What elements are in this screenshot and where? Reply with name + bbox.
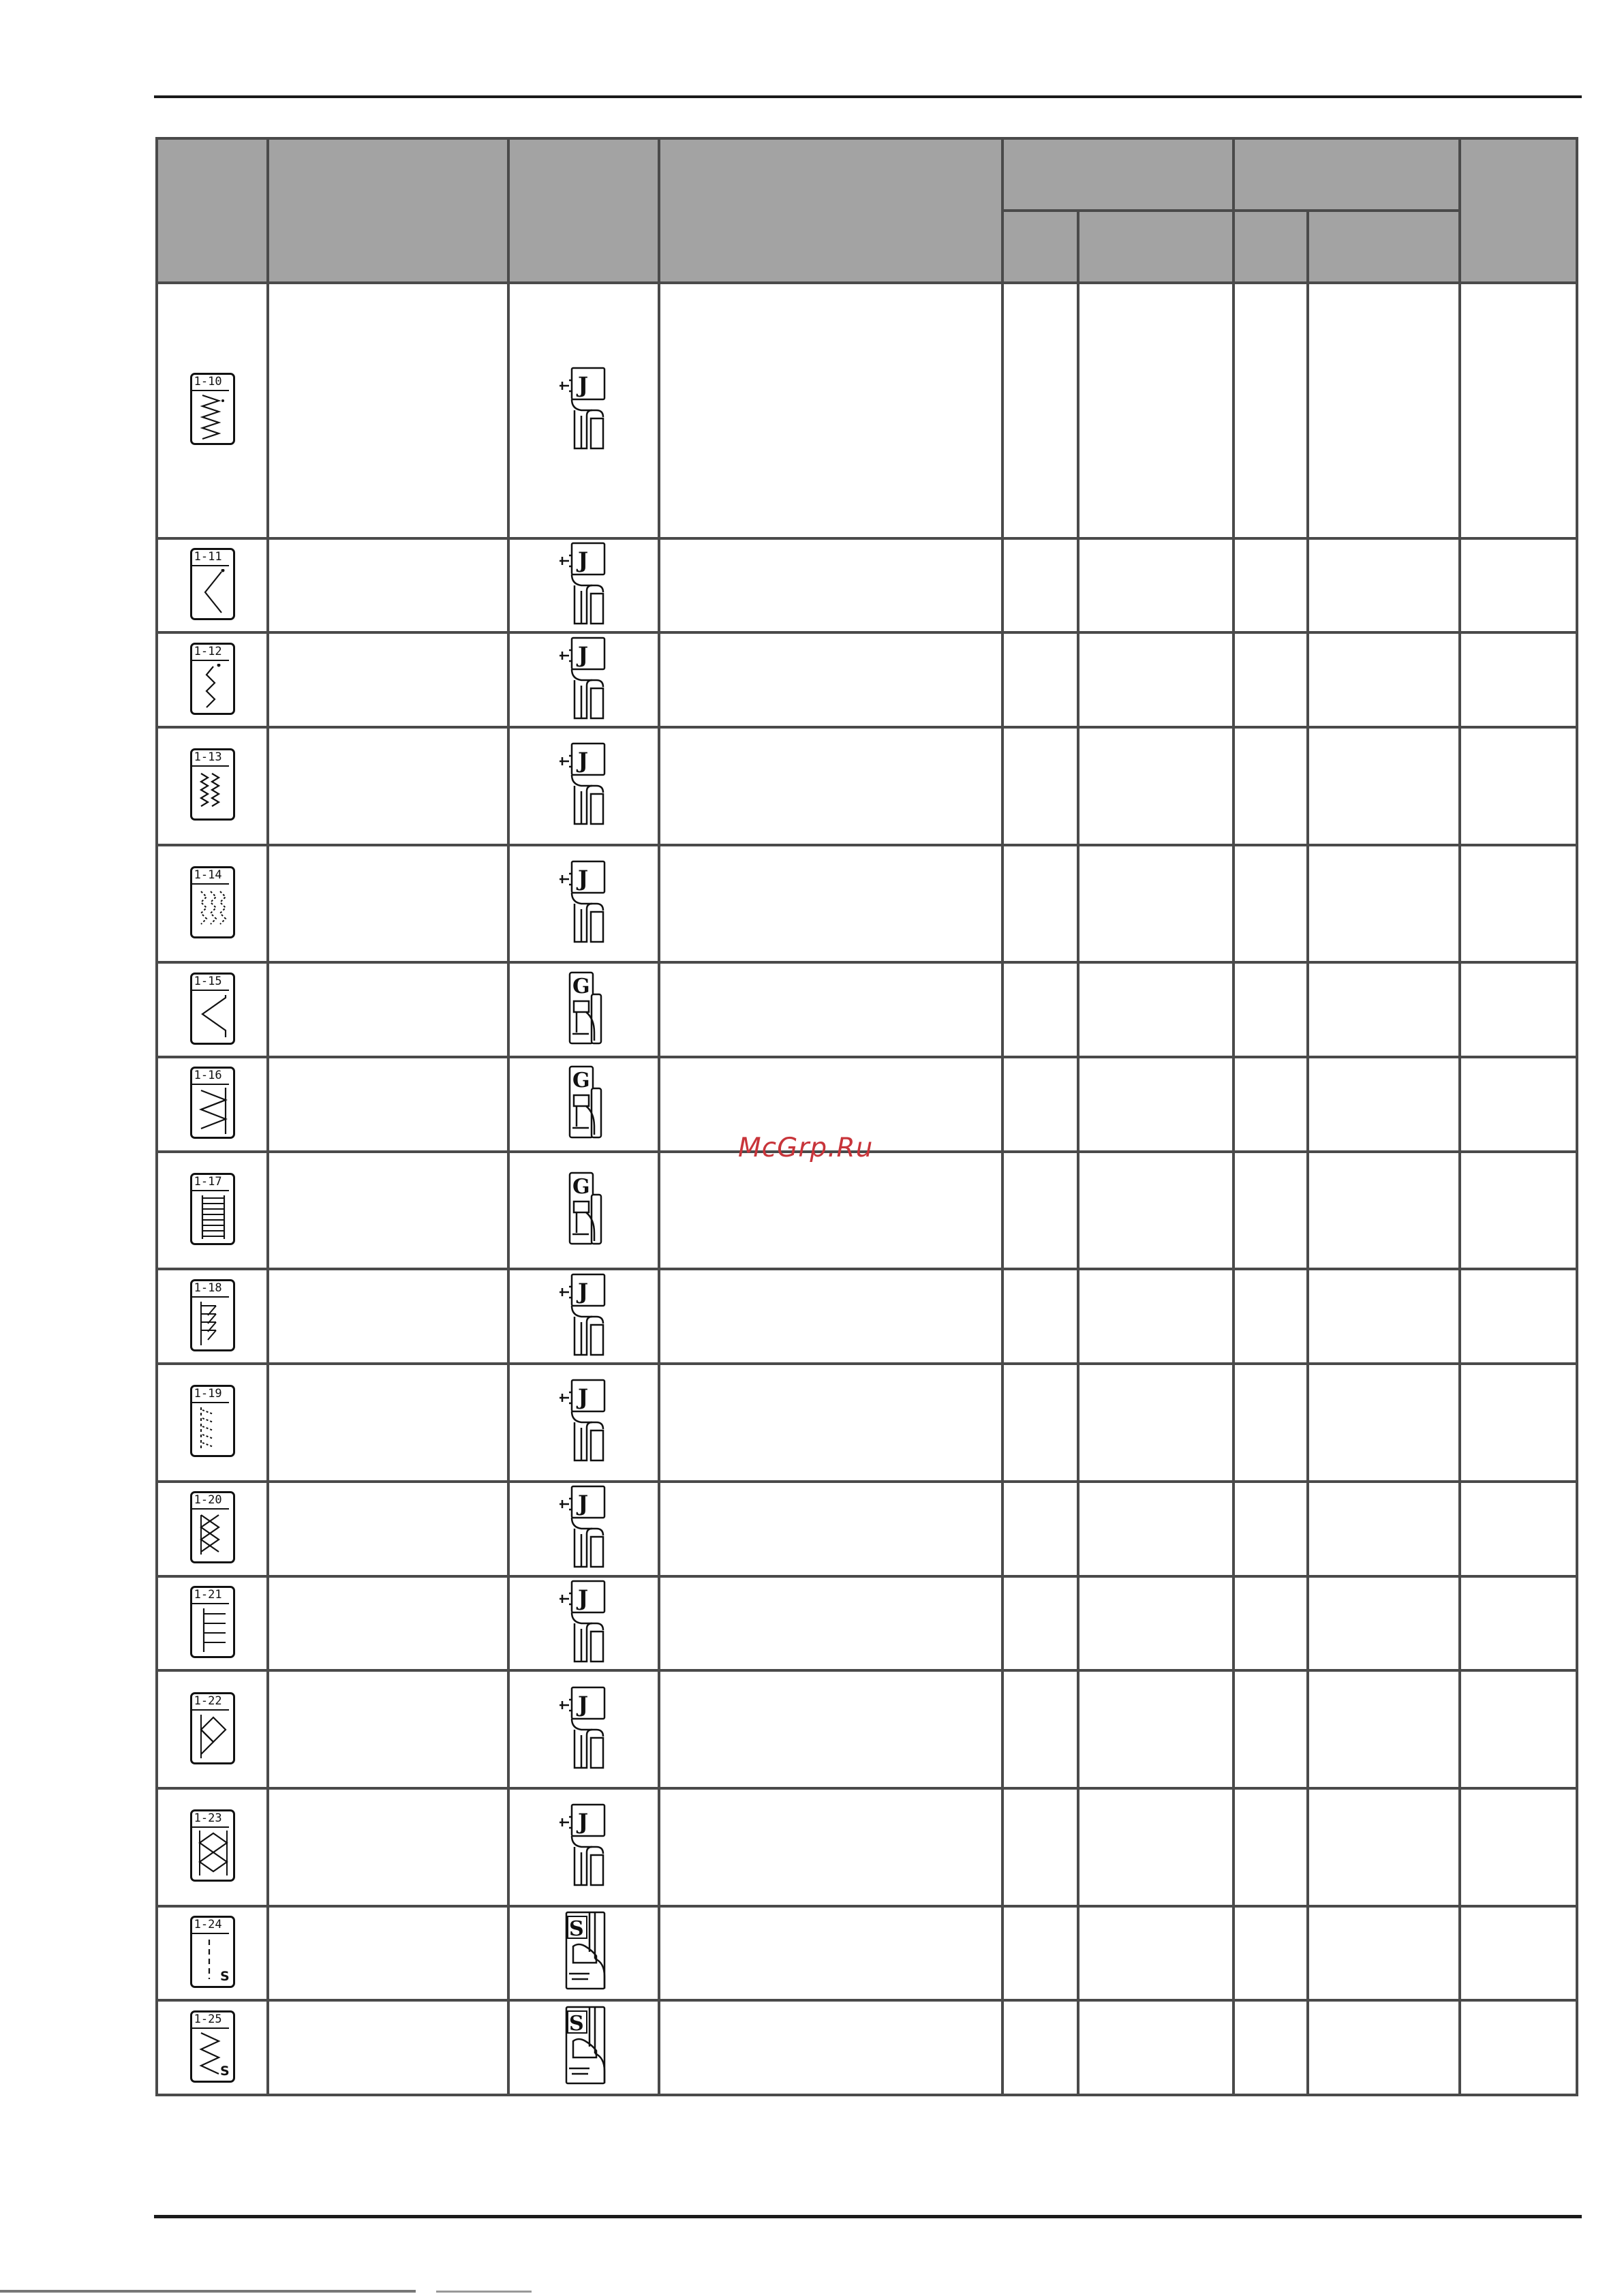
stitch-number: 1-23 — [194, 1811, 222, 1826]
length-auto-cell — [1234, 632, 1308, 727]
extra-cell — [1460, 845, 1577, 963]
application-cell — [659, 1269, 1002, 1364]
presser-foot-cell — [508, 1482, 659, 1576]
dashed-straight-stitch-icon — [190, 1916, 235, 1988]
header-group-b — [1234, 138, 1460, 211]
stitch-number: 1-10 — [194, 375, 222, 389]
dotted-tricot-stitch-icon — [190, 866, 235, 938]
table-row — [157, 283, 1577, 538]
extra-cell — [1460, 1269, 1577, 1364]
stitch-number: 1-14 — [194, 868, 222, 883]
stitch-number: 1-11 — [194, 550, 222, 564]
cross-stitch-stitch-icon — [190, 1491, 235, 1563]
header-b-auto — [1234, 211, 1308, 283]
svg-text:J: J — [577, 547, 588, 573]
overcast-double-stitch-icon — [190, 1067, 235, 1139]
width-auto-cell — [1002, 1057, 1078, 1152]
top-rule — [154, 95, 1582, 98]
stitch-suffix: S — [219, 1968, 230, 1984]
width-manual-cell — [1078, 1906, 1234, 2001]
width-manual-cell — [1078, 1269, 1234, 1364]
header-a-auto — [1002, 211, 1078, 283]
presser-foot-j-icon — [557, 1379, 611, 1466]
header-last — [1460, 138, 1577, 283]
width-auto-cell — [1002, 632, 1078, 727]
length-manual-cell — [1308, 727, 1460, 845]
length-manual-cell — [1308, 1906, 1460, 2001]
width-manual-cell — [1078, 632, 1234, 727]
presser-foot-cell — [508, 1788, 659, 1906]
extra-cell — [1460, 1482, 1577, 1576]
length-manual-cell — [1308, 1576, 1460, 1671]
length-auto-cell — [1234, 1057, 1308, 1152]
width-manual-cell — [1078, 1364, 1234, 1482]
zigzag-dense-stitch-icon — [190, 373, 235, 445]
stitch-icon-cell — [157, 1057, 268, 1152]
ladder-right-stitch-icon — [190, 1586, 235, 1658]
diamond-double-stitch-icon — [190, 1809, 235, 1882]
length-auto-cell — [1234, 1152, 1308, 1270]
application-cell — [659, 632, 1002, 727]
width-manual-cell — [1078, 727, 1234, 845]
stitch-number: 1-19 — [194, 1387, 222, 1401]
length-auto-cell — [1234, 283, 1308, 538]
length-auto-cell — [1234, 1906, 1308, 2001]
header-group-a — [1002, 138, 1234, 211]
width-manual-cell — [1078, 962, 1234, 1057]
extra-cell — [1460, 2000, 1577, 2095]
stitch-settings-table — [155, 137, 1578, 2096]
table-row — [157, 1152, 1577, 1270]
stitch-icon-cell — [157, 632, 268, 727]
table-row — [157, 632, 1577, 727]
svg-text:S: S — [568, 1916, 584, 1941]
stitch-number: 1-25 — [194, 2012, 222, 2026]
width-auto-cell — [1002, 283, 1078, 538]
stitch-number: 1-13 — [194, 750, 222, 765]
header-a-manual — [1078, 211, 1234, 283]
extra-cell — [1460, 1152, 1577, 1270]
length-manual-cell — [1308, 538, 1460, 633]
presser-foot-cell — [508, 2000, 659, 2095]
stitch-icon-cell — [157, 1482, 268, 1576]
stitch-number: 1-24 — [194, 1917, 222, 1931]
width-manual-cell — [1078, 1057, 1234, 1152]
table-row — [157, 1670, 1577, 1788]
table-row — [157, 845, 1577, 963]
width-manual-cell — [1078, 283, 1234, 538]
application-cell — [659, 1906, 1002, 2001]
extra-cell — [1460, 283, 1577, 538]
presser-foot-j-icon — [557, 1485, 611, 1572]
length-auto-cell — [1234, 845, 1308, 963]
stitch-name-cell — [268, 962, 508, 1057]
stitch-icon-cell — [157, 2000, 268, 2095]
svg-text:J: J — [577, 641, 588, 668]
presser-foot-j-icon — [557, 637, 611, 724]
presser-foot-j-icon — [557, 860, 611, 947]
width-auto-cell — [1002, 727, 1078, 845]
length-auto-cell — [1234, 2000, 1308, 2095]
application-cell — [659, 845, 1002, 963]
length-manual-cell — [1308, 1670, 1460, 1788]
stitch-icon-cell — [157, 538, 268, 633]
stitch-name-cell — [268, 1057, 508, 1152]
stitch-icon-cell — [157, 1788, 268, 1906]
extra-cell — [1460, 1670, 1577, 1788]
table-row — [157, 1906, 1577, 2001]
table-row — [157, 538, 1577, 633]
svg-text:J: J — [577, 1691, 588, 1717]
extra-cell — [1460, 1788, 1577, 1906]
extra-cell — [1460, 1057, 1577, 1152]
presser-foot-g-icon — [560, 1172, 608, 1249]
length-auto-cell — [1234, 962, 1308, 1057]
table-row — [157, 1788, 1577, 1906]
overcast-ladder-stitch-icon — [190, 1173, 235, 1245]
application-cell — [659, 1788, 1002, 1906]
stitch-icon-cell — [157, 283, 268, 538]
application-cell — [659, 2000, 1002, 2095]
svg-text:J: J — [577, 1585, 588, 1611]
length-auto-cell — [1234, 1788, 1308, 1906]
width-auto-cell — [1002, 1906, 1078, 2001]
zigzag-3step-stitch-icon — [190, 548, 235, 620]
length-auto-cell — [1234, 1482, 1308, 1576]
slant-lines-stitch-icon — [190, 1279, 235, 1351]
svg-text:J: J — [577, 748, 588, 774]
svg-text:J: J — [577, 1490, 588, 1517]
application-cell — [659, 538, 1002, 633]
header-name — [268, 138, 508, 283]
width-auto-cell — [1002, 1482, 1078, 1576]
stitch-number: 1-16 — [194, 1069, 222, 1083]
stitch-icon-cell — [157, 845, 268, 963]
stitch-number: 1-18 — [194, 1281, 222, 1295]
table-row — [157, 962, 1577, 1057]
extra-cell — [1460, 538, 1577, 633]
application-cell — [659, 1670, 1002, 1788]
stitch-name-cell — [268, 845, 508, 963]
table-row — [157, 1482, 1577, 1576]
stitch-icon-cell — [157, 1269, 268, 1364]
extra-cell — [1460, 962, 1577, 1057]
stitch-icon-cell — [157, 962, 268, 1057]
width-auto-cell — [1002, 538, 1078, 633]
diamond-stitch-icon — [190, 1692, 235, 1764]
extra-cell — [1460, 1906, 1577, 2001]
zigzag-side-stitch-icon — [190, 2010, 235, 2083]
width-auto-cell — [1002, 1152, 1078, 1270]
stitch-name-cell — [268, 727, 508, 845]
zigzag-2step-stitch-icon — [190, 643, 235, 715]
svg-text:G: G — [572, 1175, 590, 1199]
header-application — [659, 138, 1002, 283]
length-manual-cell — [1308, 1482, 1460, 1576]
presser-foot-j-icon — [557, 1803, 611, 1891]
length-manual-cell — [1308, 1269, 1460, 1364]
presser-foot-cell — [508, 1152, 659, 1270]
stitch-name-cell — [268, 1788, 508, 1906]
table-row — [157, 727, 1577, 845]
stitch-name-cell — [268, 538, 508, 633]
scan-edge-artifact-2 — [436, 2291, 532, 2293]
extra-cell — [1460, 1364, 1577, 1482]
header-stitch — [157, 138, 268, 283]
presser-foot-s-icon — [555, 2006, 613, 2090]
presser-foot-g-icon — [560, 1065, 608, 1143]
presser-foot-cell — [508, 1670, 659, 1788]
watermark: McGrp.Ru — [738, 1133, 874, 1163]
length-manual-cell — [1308, 1152, 1460, 1270]
length-auto-cell — [1234, 727, 1308, 845]
presser-foot-cell — [508, 283, 659, 538]
svg-text:J: J — [577, 866, 588, 892]
stitch-number: 1-20 — [194, 1493, 222, 1507]
length-manual-cell — [1308, 632, 1460, 727]
presser-foot-j-icon — [557, 542, 611, 629]
svg-text:J: J — [577, 1809, 588, 1835]
stitch-icon-cell — [157, 1576, 268, 1671]
length-manual-cell — [1308, 962, 1460, 1057]
stitch-icon-cell — [157, 1364, 268, 1482]
stitch-suffix: S — [219, 2063, 230, 2079]
extra-cell — [1460, 632, 1577, 727]
width-auto-cell — [1002, 1269, 1078, 1364]
application-cell — [659, 962, 1002, 1057]
width-auto-cell — [1002, 962, 1078, 1057]
length-auto-cell — [1234, 538, 1308, 633]
svg-text:G: G — [572, 1069, 590, 1093]
stitch-number: 1-12 — [194, 644, 222, 658]
slant-dotted-stitch-icon — [190, 1385, 235, 1457]
stitch-number: 1-17 — [194, 1175, 222, 1189]
width-manual-cell — [1078, 538, 1234, 633]
width-manual-cell — [1078, 1576, 1234, 1671]
presser-foot-cell — [508, 632, 659, 727]
width-manual-cell — [1078, 1152, 1234, 1270]
length-auto-cell — [1234, 1670, 1308, 1788]
header-b-manual — [1308, 211, 1460, 283]
stitch-number: 1-21 — [194, 1587, 222, 1602]
svg-text:J: J — [577, 1384, 588, 1411]
presser-foot-j-icon — [557, 367, 611, 454]
width-manual-cell — [1078, 845, 1234, 963]
stitch-name-cell — [268, 1906, 508, 2001]
presser-foot-j-icon — [557, 1580, 611, 1667]
length-manual-cell — [1308, 283, 1460, 538]
presser-foot-cell — [508, 1364, 659, 1482]
length-auto-cell — [1234, 1576, 1308, 1671]
presser-foot-cell — [508, 1906, 659, 2001]
stitch-name-cell — [268, 632, 508, 727]
stitch-name-cell — [268, 1152, 508, 1270]
application-cell — [659, 1576, 1002, 1671]
length-manual-cell — [1308, 1057, 1460, 1152]
stitch-name-cell — [268, 283, 508, 538]
application-cell — [659, 1364, 1002, 1482]
length-auto-cell — [1234, 1364, 1308, 1482]
length-manual-cell — [1308, 1788, 1460, 1906]
triple-tricot-stitch-icon — [190, 748, 235, 821]
presser-foot-cell — [508, 845, 659, 963]
presser-foot-j-icon — [557, 1686, 611, 1773]
stitch-name-cell — [268, 1576, 508, 1671]
stitch-name-cell — [268, 2000, 508, 2095]
svg-text:S: S — [568, 2011, 584, 2036]
length-manual-cell — [1308, 845, 1460, 963]
stitch-name-cell — [268, 1482, 508, 1576]
stitch-name-cell — [268, 1269, 508, 1364]
svg-text:J: J — [577, 1278, 588, 1304]
stitch-name-cell — [268, 1364, 508, 1482]
width-auto-cell — [1002, 1788, 1078, 1906]
stitch-icon-cell — [157, 1152, 268, 1270]
width-auto-cell — [1002, 845, 1078, 963]
width-manual-cell — [1078, 2000, 1234, 2095]
presser-foot-cell — [508, 1057, 659, 1152]
presser-foot-cell — [508, 962, 659, 1057]
presser-foot-cell — [508, 538, 659, 633]
length-auto-cell — [1234, 1269, 1308, 1364]
extra-cell — [1460, 727, 1577, 845]
table-row — [157, 2000, 1577, 2095]
application-cell — [659, 727, 1002, 845]
stitch-icon-cell — [157, 1670, 268, 1788]
width-auto-cell — [1002, 2000, 1078, 2095]
width-auto-cell — [1002, 1670, 1078, 1788]
stitch-icon-cell — [157, 727, 268, 845]
svg-text:J: J — [577, 372, 588, 399]
application-cell — [659, 283, 1002, 538]
table-row — [157, 1364, 1577, 1482]
presser-foot-cell — [508, 1269, 659, 1364]
length-manual-cell — [1308, 2000, 1460, 2095]
length-manual-cell — [1308, 1364, 1460, 1482]
presser-foot-s-icon — [555, 1911, 613, 1995]
width-auto-cell — [1002, 1364, 1078, 1482]
presser-foot-cell — [508, 727, 659, 845]
stitch-name-cell — [268, 1670, 508, 1788]
width-manual-cell — [1078, 1670, 1234, 1788]
table-row — [157, 1269, 1577, 1364]
presser-foot-j-icon — [557, 742, 611, 829]
presser-foot-j-icon — [557, 1273, 611, 1360]
bottom-rule — [154, 2215, 1582, 2218]
application-cell — [659, 1152, 1002, 1270]
stitch-icon-cell — [157, 1906, 268, 2001]
width-manual-cell — [1078, 1482, 1234, 1576]
presser-foot-cell — [508, 1576, 659, 1671]
extra-cell — [1460, 1576, 1577, 1671]
svg-text:G: G — [572, 974, 590, 998]
application-cell — [659, 1482, 1002, 1576]
stitch-number: 1-15 — [194, 974, 222, 988]
width-auto-cell — [1002, 1576, 1078, 1671]
presser-foot-g-icon — [560, 971, 608, 1049]
scan-edge-artifact — [0, 2290, 416, 2293]
table-row — [157, 1576, 1577, 1671]
width-manual-cell — [1078, 1788, 1234, 1906]
overcast-single-stitch-icon — [190, 973, 235, 1045]
stitch-number: 1-22 — [194, 1694, 222, 1708]
header-foot — [508, 138, 659, 283]
